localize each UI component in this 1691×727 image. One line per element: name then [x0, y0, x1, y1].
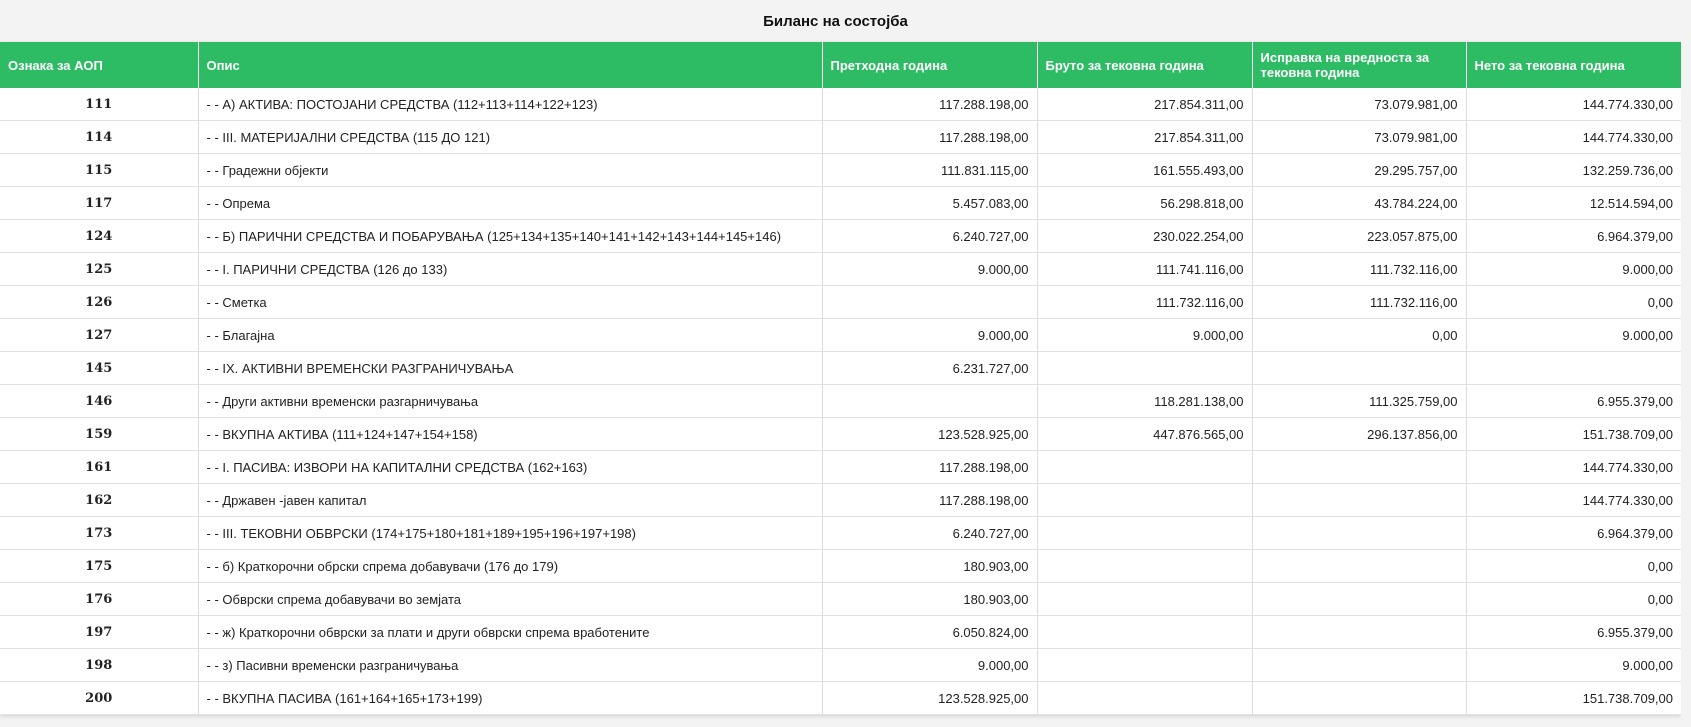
cell-correction-current — [1252, 517, 1466, 550]
cell-gross-current — [1037, 484, 1252, 517]
cell-gross-current: 217.854.311,00 — [1037, 88, 1252, 121]
cell-correction-current — [1252, 451, 1466, 484]
cell-correction-current: 29.295.757,00 — [1252, 154, 1466, 187]
cell-correction-current — [1252, 550, 1466, 583]
cell-previous-year: 111.831.115,00 — [822, 154, 1037, 187]
cell-previous-year: 180.903,00 — [822, 550, 1037, 583]
cell-correction-current — [1252, 649, 1466, 682]
cell-aop: 111 — [0, 88, 198, 121]
cell-correction-current: 223.057.875,00 — [1252, 220, 1466, 253]
cell-description: - - I. ПАРИЧНИ СРЕДСТВА (126 до 133) — [198, 253, 822, 286]
cell-description: - - ж) Краткорочни обврски за плати и други обврски спрема вработените — [198, 616, 822, 649]
table-row — [0, 286, 1681, 319]
cell-aop: 162 — [0, 484, 198, 517]
cell-aop: 176 — [0, 583, 198, 616]
cell-correction-current: 73.079.981,00 — [1252, 121, 1466, 154]
cell-aop: 198 — [0, 649, 198, 682]
cell-net-current: 9.000,00 — [1466, 253, 1681, 286]
cell-previous-year: 6.240.727,00 — [822, 220, 1037, 253]
cell-correction-current — [1252, 682, 1466, 715]
right-gutter — [1681, 42, 1691, 727]
cell-aop: 126 — [0, 286, 198, 319]
column-header-aop[interactable]: Ознака за АОП — [0, 42, 198, 88]
cell-aop: 175 — [0, 550, 198, 583]
table-body — [0, 88, 1681, 715]
cell-correction-current: 296.137.856,00 — [1252, 418, 1466, 451]
cell-aop: 117 — [0, 187, 198, 220]
cell-net-current: 151.738.709,00 — [1466, 682, 1681, 715]
cell-net-current: 6.964.379,00 — [1466, 517, 1681, 550]
cell-gross-current — [1037, 517, 1252, 550]
cell-previous-year: 117.288.198,00 — [822, 121, 1037, 154]
table-row — [0, 682, 1681, 715]
cell-previous-year: 9.000,00 — [822, 319, 1037, 352]
table-row — [0, 517, 1681, 550]
table-row — [0, 154, 1681, 187]
cell-net-current: 144.774.330,00 — [1466, 121, 1681, 154]
cell-previous-year: 123.528.925,00 — [822, 418, 1037, 451]
table-row — [0, 385, 1681, 418]
cell-correction-current: 111.325.759,00 — [1252, 385, 1466, 418]
cell-net-current: 144.774.330,00 — [1466, 484, 1681, 517]
cell-previous-year: 9.000,00 — [822, 253, 1037, 286]
cell-net-current: 151.738.709,00 — [1466, 418, 1681, 451]
column-header-net-current[interactable]: Нето за тековна година — [1466, 42, 1681, 88]
cell-aop: 159 — [0, 418, 198, 451]
cell-description: - - III. ТЕКОВНИ ОБВРСКИ (174+175+180+181+189+195+196+197+198) — [198, 517, 822, 550]
table-header — [0, 42, 1681, 88]
cell-aop: 197 — [0, 616, 198, 649]
cell-correction-current: 73.079.981,00 — [1252, 88, 1466, 121]
cell-previous-year: 123.528.925,00 — [822, 682, 1037, 715]
cell-correction-current — [1252, 583, 1466, 616]
column-header-description[interactable]: Опис — [198, 42, 822, 88]
cell-correction-current: 43.784.224,00 — [1252, 187, 1466, 220]
table-row — [0, 352, 1681, 385]
cell-gross-current — [1037, 352, 1252, 385]
cell-previous-year: 6.240.727,00 — [822, 517, 1037, 550]
cell-correction-current: 0,00 — [1252, 319, 1466, 352]
cell-gross-current: 111.732.116,00 — [1037, 286, 1252, 319]
cell-gross-current: 9.000,00 — [1037, 319, 1252, 352]
cell-aop: 145 — [0, 352, 198, 385]
cell-previous-year: 117.288.198,00 — [822, 88, 1037, 121]
cell-description: - - Благајна — [198, 319, 822, 352]
cell-gross-current — [1037, 649, 1252, 682]
table-row — [0, 187, 1681, 220]
cell-previous-year: 5.457.083,00 — [822, 187, 1037, 220]
page-title: Биланс на состојба — [763, 12, 908, 30]
column-header-correction-current[interactable]: Исправка на вредноста за тековна година — [1252, 42, 1466, 88]
balance-table-container — [0, 42, 1681, 715]
table-row — [0, 484, 1681, 517]
table-row — [0, 220, 1681, 253]
column-header-previous-year[interactable]: Претходна година — [822, 42, 1037, 88]
cell-net-current: 9.000,00 — [1466, 319, 1681, 352]
cell-previous-year: 117.288.198,00 — [822, 484, 1037, 517]
cell-gross-current: 118.281.138,00 — [1037, 385, 1252, 418]
title-bar — [0, 0, 1691, 42]
cell-gross-current — [1037, 682, 1252, 715]
cell-net-current: 144.774.330,00 — [1466, 88, 1681, 121]
cell-description: - - Б) ПАРИЧНИ СРЕДСТВА И ПОБАРУВАЊА (125+134+135+140+141+142+143+144+145+146) — [198, 220, 822, 253]
cell-net-current: 6.955.379,00 — [1466, 385, 1681, 418]
cell-gross-current: 161.555.493,00 — [1037, 154, 1252, 187]
cell-description: - - з) Пасивни временски разграничувања — [198, 649, 822, 682]
cell-description: - - Други активни временски разгарничувања — [198, 385, 822, 418]
table-row — [0, 550, 1681, 583]
cell-previous-year — [822, 286, 1037, 319]
cell-net-current — [1466, 352, 1681, 385]
cell-aop: 161 — [0, 451, 198, 484]
cell-gross-current: 111.741.116,00 — [1037, 253, 1252, 286]
cell-description: - - Сметка — [198, 286, 822, 319]
cell-previous-year: 6.050.824,00 — [822, 616, 1037, 649]
cell-description: - - Градежни објекти — [198, 154, 822, 187]
cell-gross-current — [1037, 451, 1252, 484]
cell-description: - - ВКУПНА ПАСИВА (161+164+165+173+199) — [198, 682, 822, 715]
cell-description: - - I. ПАСИВА: ИЗВОРИ НА КАПИТАЛНИ СРЕДСТВА (162+163) — [198, 451, 822, 484]
header-row — [0, 42, 1681, 88]
cell-aop: 115 — [0, 154, 198, 187]
cell-correction-current: 111.732.116,00 — [1252, 286, 1466, 319]
table-row — [0, 418, 1681, 451]
cell-net-current: 144.774.330,00 — [1466, 451, 1681, 484]
cell-description: - - III. МАТЕРИЈАЛНИ СРЕДСТВА (115 ДО 121) — [198, 121, 822, 154]
cell-gross-current — [1037, 550, 1252, 583]
table-row — [0, 121, 1681, 154]
cell-gross-current: 447.876.565,00 — [1037, 418, 1252, 451]
cell-net-current: 6.955.379,00 — [1466, 616, 1681, 649]
cell-previous-year: 6.231.727,00 — [822, 352, 1037, 385]
cell-net-current: 132.259.736,00 — [1466, 154, 1681, 187]
cell-gross-current: 56.298.818,00 — [1037, 187, 1252, 220]
cell-description: - - А) АКТИВА: ПОСТОЈАНИ СРЕДСТВА (112+113+114+122+123) — [198, 88, 822, 121]
cell-net-current: 0,00 — [1466, 286, 1681, 319]
cell-correction-current — [1252, 484, 1466, 517]
table-row — [0, 649, 1681, 682]
cell-net-current: 6.964.379,00 — [1466, 220, 1681, 253]
cell-previous-year: 9.000,00 — [822, 649, 1037, 682]
cell-gross-current: 230.022.254,00 — [1037, 220, 1252, 253]
cell-gross-current — [1037, 616, 1252, 649]
balance-table — [0, 42, 1681, 715]
table-row — [0, 319, 1681, 352]
table-row — [0, 616, 1681, 649]
cell-description: - - ВКУПНА АКТИВА (111+124+147+154+158) — [198, 418, 822, 451]
cell-gross-current — [1037, 583, 1252, 616]
cell-aop: 127 — [0, 319, 198, 352]
cell-description: - - б) Краткорочни обрски спрема добавувачи (176 до 179) — [198, 550, 822, 583]
cell-aop: 146 — [0, 385, 198, 418]
cell-net-current: 12.514.594,00 — [1466, 187, 1681, 220]
cell-previous-year: 117.288.198,00 — [822, 451, 1037, 484]
cell-aop: 173 — [0, 517, 198, 550]
table-row — [0, 88, 1681, 121]
cell-net-current: 0,00 — [1466, 583, 1681, 616]
cell-correction-current: 111.732.116,00 — [1252, 253, 1466, 286]
cell-correction-current — [1252, 352, 1466, 385]
cell-aop: 124 — [0, 220, 198, 253]
cell-gross-current: 217.854.311,00 — [1037, 121, 1252, 154]
cell-description: - - Државен -јавен капитал — [198, 484, 822, 517]
cell-net-current: 0,00 — [1466, 550, 1681, 583]
cell-previous-year — [822, 385, 1037, 418]
cell-description: - - Опрема — [198, 187, 822, 220]
table-row — [0, 583, 1681, 616]
cell-aop: 125 — [0, 253, 198, 286]
cell-previous-year: 180.903,00 — [822, 583, 1037, 616]
table-row — [0, 253, 1681, 286]
cell-net-current: 9.000,00 — [1466, 649, 1681, 682]
column-header-gross-current[interactable]: Бруто за тековна година — [1037, 42, 1252, 88]
table-row — [0, 451, 1681, 484]
cell-description: - - Обврски спрема добавувачи во земјата — [198, 583, 822, 616]
cell-description: - - IX. АКТИВНИ ВРЕМЕНСКИ РАЗГРАНИЧУВАЊА — [198, 352, 822, 385]
cell-aop: 200 — [0, 682, 198, 715]
cell-correction-current — [1252, 616, 1466, 649]
cell-aop: 114 — [0, 121, 198, 154]
